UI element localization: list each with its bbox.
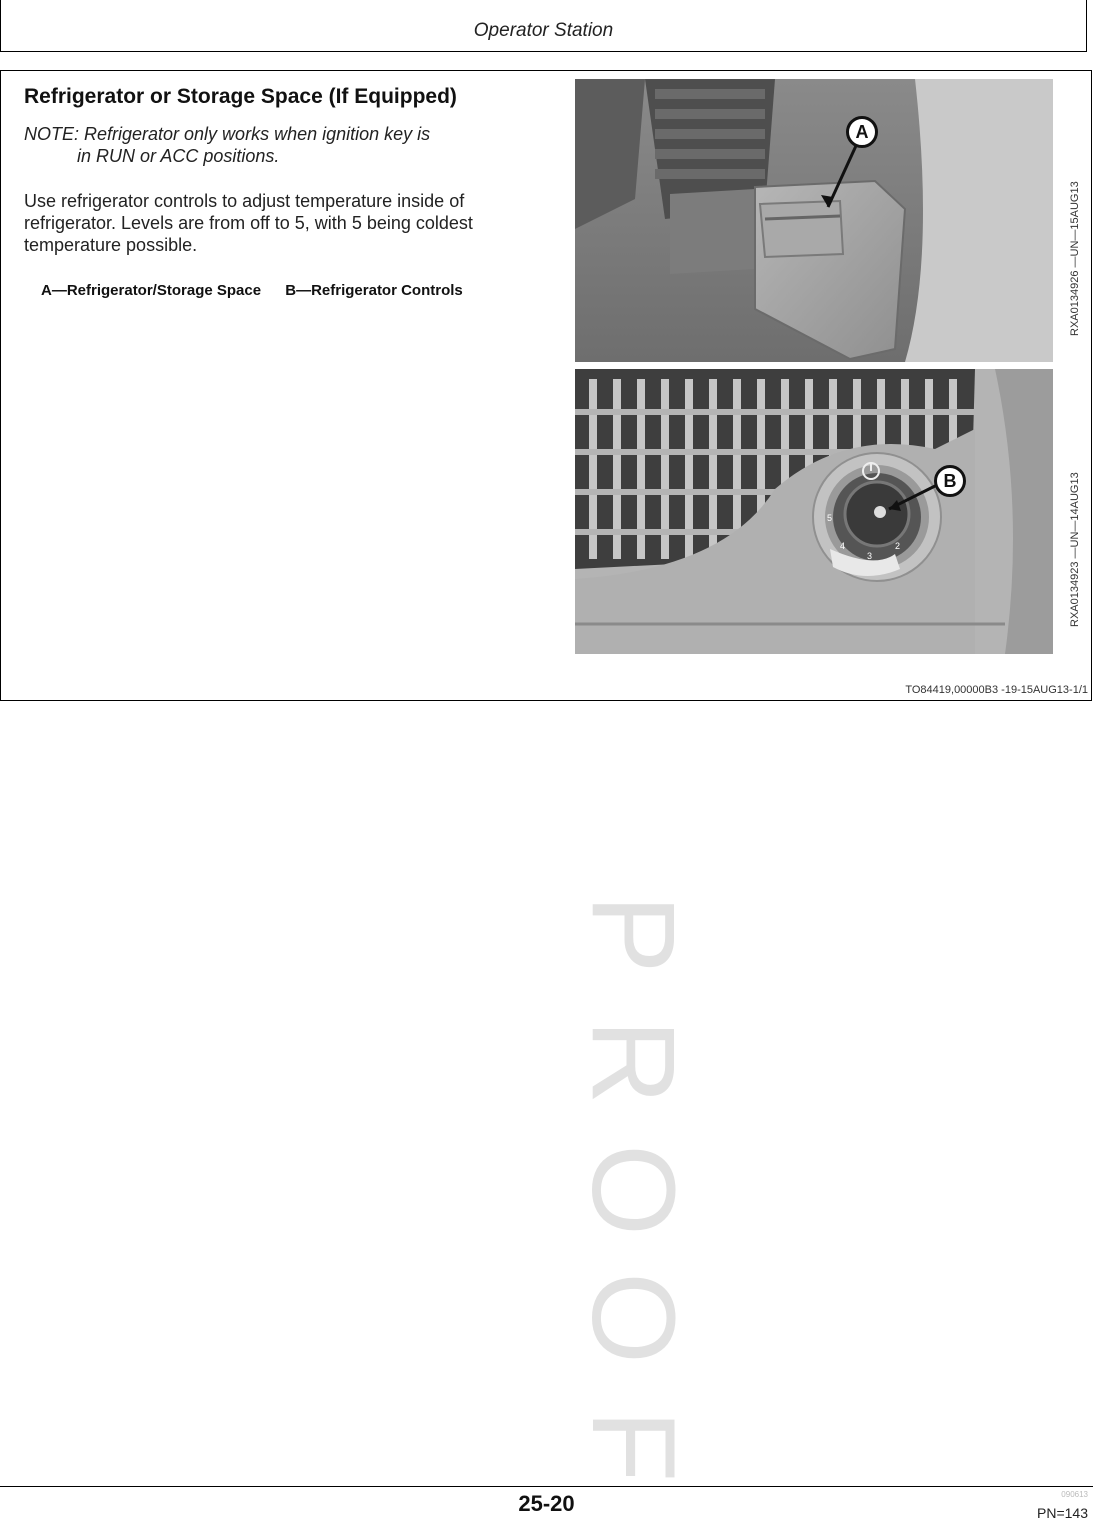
proof-letter-f: F <box>567 1409 699 1483</box>
dial-label-4: 4 <box>840 541 846 551</box>
section-title: Refrigerator or Storage Space (If Equipped) <box>24 85 457 108</box>
figure-code-a: RXA0134926 —UN—15AUG13 <box>1069 181 1081 336</box>
body-paragraph: Use refrigerator controls to adjust temperature inside of refrigerator. Levels are from off to 5, with 5 being coldest temperature possible. <box>24 191 473 255</box>
proof-watermark <box>567 870 699 1510</box>
figure-code-b: RXA0134923 —UN—14AUG13 <box>1069 472 1081 627</box>
pn-label: PN=143 <box>1037 1505 1088 1521</box>
proof-letter-p: P <box>567 894 699 974</box>
refrigerator-controls-photo <box>575 369 1053 654</box>
dial-label-3: 3 <box>867 551 873 561</box>
header-box <box>0 0 1087 52</box>
proof-letter-o2: O <box>567 1272 699 1364</box>
legend-item-a: A—Refrigerator/Storage Space <box>41 282 262 299</box>
callout-a: A <box>846 116 878 148</box>
dial-label-2: 2 <box>895 541 901 551</box>
page-header-title: Operator Station <box>473 20 614 41</box>
page-number: 25-20 <box>518 1491 575 1516</box>
dial-label-5: 5 <box>827 513 833 523</box>
refrigerator-photo-drawing <box>575 79 1053 362</box>
refrigerator-controls-drawing <box>575 369 1053 654</box>
date-code: 090613 <box>1061 1490 1088 1499</box>
footer-rule <box>0 1486 1093 1487</box>
proof-letter-o1: O <box>567 1144 699 1236</box>
legend-item-b: B—Refrigerator Controls <box>285 282 463 299</box>
callout-b: B <box>934 465 966 497</box>
proof-letter-r: R <box>567 1019 699 1105</box>
note-line-1: NOTE: Refrigerator only works when ignition key is <box>24 124 431 144</box>
refrigerator-photo <box>575 79 1053 362</box>
note-line-2: in RUN or ACC positions. <box>77 146 280 166</box>
figure-legend <box>41 282 463 299</box>
document-reference: TO84419,00000B3 -19-15AUG13-1/1 <box>905 684 1088 696</box>
